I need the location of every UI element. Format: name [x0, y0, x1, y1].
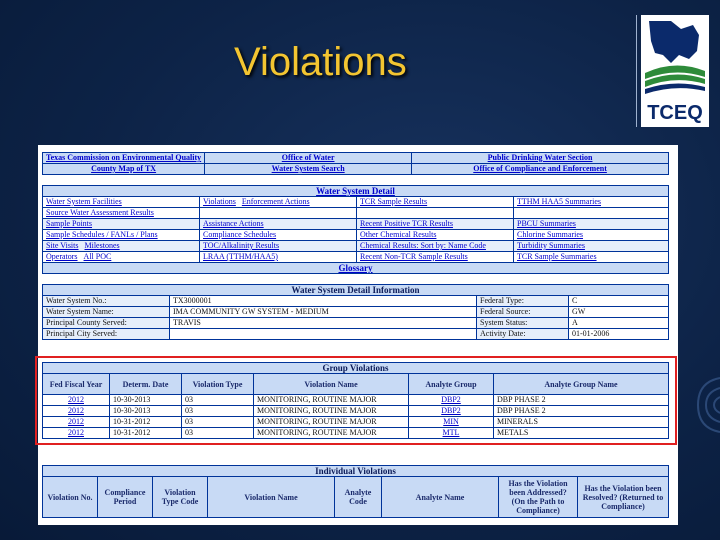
link-assistance-actions[interactable]: Assistance Actions [200, 219, 356, 229]
fiscal-year-link[interactable]: 2012 [43, 406, 109, 416]
link-sample-schedules[interactable]: Sample Schedules / FANLs / Plans [43, 230, 199, 240]
fiscal-year-link[interactable]: 2012 [43, 428, 109, 438]
fiscal-year-link[interactable]: 2012 [43, 417, 109, 427]
table-cell: 03 [182, 395, 253, 405]
analyte-group-link[interactable]: DBP2 [409, 395, 493, 405]
col-analyte-group: Analyte Group [409, 374, 493, 394]
group-violations-title: Group Violations [43, 363, 668, 373]
link-compliance-schedules[interactable]: Compliance Schedules [200, 230, 356, 240]
link-glossary[interactable]: Glossary [43, 263, 668, 273]
link-tcr-sample-results[interactable]: TCR Sample Results [357, 197, 513, 207]
table-cell: 10-30-2013 [110, 406, 181, 416]
table-cell: MONITORING, ROUTINE MAJOR [254, 395, 408, 405]
logo-divider [636, 15, 637, 127]
svg-text:TCEQ: TCEQ [647, 102, 703, 124]
col-violation-addressed: Has the Violation been Addressed? (On the Path to Compliance) [499, 477, 577, 517]
nav-link-compliance-enforcement[interactable]: Office of Compliance and Enforcement [412, 164, 668, 174]
info-label: Principal County Served: [43, 318, 169, 328]
fiscal-year-link[interactable]: 2012 [43, 395, 109, 405]
col-violation-resolved: Has the Violation been Resolved? (Returned to Compliance) [578, 477, 668, 517]
table-cell: DBP PHASE 2 [494, 406, 668, 416]
table-cell: 03 [182, 428, 253, 438]
col-analyte-code: Analyte Code [335, 477, 381, 517]
analyte-group-link[interactable]: DBP2 [409, 406, 493, 416]
info-value: TX3000001 [170, 296, 476, 306]
col-violation-type: Violation Type [182, 374, 253, 394]
nav-link-office-of-water[interactable]: Office of Water [205, 153, 411, 163]
nav-link-county-map[interactable]: County Map of TX [43, 164, 204, 174]
link-chemical-results-sort[interactable]: Chemical Results: Sort by: Name Code [357, 241, 513, 251]
info-value [170, 329, 476, 339]
water-system-info [42, 284, 669, 340]
analyte-group-link[interactable]: MIN [409, 417, 493, 427]
info-value: GW [569, 307, 668, 317]
link-sample-points[interactable]: Sample Points [43, 219, 199, 229]
info-value: A [569, 318, 668, 328]
analyte-group-link[interactable]: MTL [409, 428, 493, 438]
link-recent-positive-tcr[interactable]: Recent Positive TCR Results [357, 219, 513, 229]
col-analyte-group-name: Analyte Group Name [494, 374, 668, 394]
col-violation-no: Violation No. [43, 477, 97, 517]
table-cell: 10-30-2013 [110, 395, 181, 405]
link-lraa[interactable]: LRAA (TTHM/HAA5) [200, 252, 356, 262]
col-determ-date: Determ. Date [110, 374, 181, 394]
info-label: System Status: [477, 318, 568, 328]
info-label: Federal Type: [477, 296, 568, 306]
link-recent-non-tcr[interactable]: Recent Non-TCR Sample Results [357, 252, 513, 262]
link-violations-enforcement[interactable]: Violations Enforcement Actions [200, 197, 356, 207]
link-pbcu-summaries[interactable]: PBCU Summaries [514, 219, 668, 229]
col-compliance-period: Compliance Period [98, 477, 152, 517]
table-cell: 10-31-2012 [110, 428, 181, 438]
table-cell: 10-31-2012 [110, 417, 181, 427]
info-label: Federal Source: [477, 307, 568, 317]
tceq-logo [641, 15, 709, 127]
table-cell: 03 [182, 417, 253, 427]
individual-violations-table [42, 465, 669, 518]
col-fed-fiscal-year: Fed Fiscal Year [43, 374, 109, 394]
table-cell: MINERALS [494, 417, 668, 427]
nav-link-pdws[interactable]: Public Drinking Water Section [412, 153, 668, 163]
col-violation-type-code: Violation Type Code [153, 477, 207, 517]
nav-link-tceq[interactable]: Texas Commission on Environmental Quality [43, 153, 204, 163]
link-tthm-haa5-summaries[interactable]: TTHM HAA5 Summaries [514, 197, 668, 207]
link-operators-all-poc[interactable]: Operators All POC [43, 252, 199, 262]
highlight-box [35, 356, 677, 445]
link-source-water-assessment[interactable]: Source Water Assessment Results [43, 208, 199, 218]
info-value: C [569, 296, 668, 306]
table-cell: MONITORING, ROUTINE MAJOR [254, 417, 408, 427]
link-water-system-facilities[interactable]: Water System Facilities [43, 197, 199, 207]
info-label: Activity Date: [477, 329, 568, 339]
link-other-chemical-results[interactable]: Other Chemical Results [357, 230, 513, 240]
top-navigation [42, 152, 669, 175]
decorative-swirl [692, 370, 720, 440]
link-turbidity-summaries[interactable]: Turbidity Summaries [514, 241, 668, 251]
info-label: Water System Name: [43, 307, 169, 317]
link-tcr-sample-summaries[interactable]: TCR Sample Summaries [514, 252, 668, 262]
info-value: IMA COMMUNITY GW SYSTEM - MEDIUM [170, 307, 476, 317]
nav-link-water-system-search[interactable]: Water System Search [205, 164, 411, 174]
slide-title: Violations [234, 40, 407, 84]
info-value: TRAVIS [170, 318, 476, 328]
col-violation-name: Violation Name [254, 374, 408, 394]
web-page-panel [38, 145, 678, 525]
col-violation-name: Violation Name [208, 477, 334, 517]
link-site-visits-milestones[interactable]: Site Visits Milestones [43, 241, 199, 251]
link-chlorine-summaries[interactable]: Chlorine Summaries [514, 230, 668, 240]
info-label: Principal City Served: [43, 329, 169, 339]
water-system-detail-nav [42, 185, 669, 274]
info-value: 01-01-2006 [569, 329, 668, 339]
info-title: Water System Detail Information [43, 285, 668, 295]
individual-violations-title: Individual Violations [43, 466, 668, 476]
col-analyte-name: Analyte Name [382, 477, 498, 517]
table-cell: MONITORING, ROUTINE MAJOR [254, 428, 408, 438]
link-toc-alkalinity[interactable]: TOC/Alkalinity Results [200, 241, 356, 251]
table-cell: MONITORING, ROUTINE MAJOR [254, 406, 408, 416]
detail-nav-title: Water System Detail [43, 186, 668, 196]
table-cell: 03 [182, 406, 253, 416]
info-label: Water System No.: [43, 296, 169, 306]
table-cell: METALS [494, 428, 668, 438]
table-cell: DBP PHASE 2 [494, 395, 668, 405]
